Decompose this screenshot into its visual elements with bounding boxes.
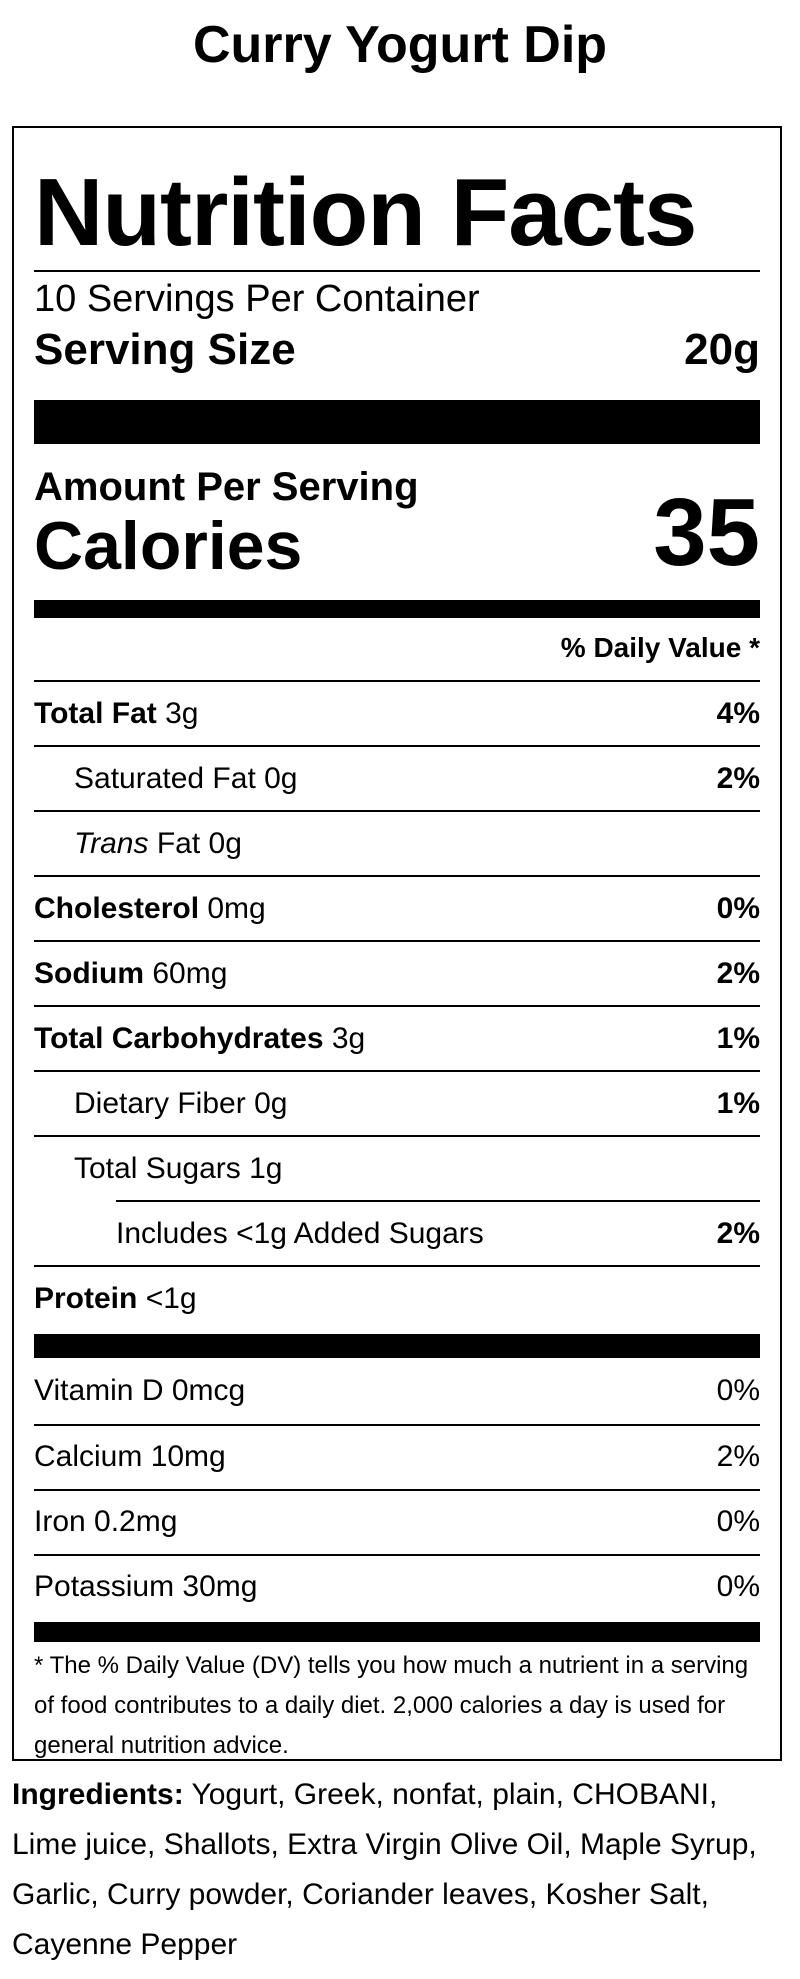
- nutrient-amount: 0g: [208, 827, 242, 860]
- nutrient-dv: 2%: [716, 1217, 760, 1250]
- divider-thin: [34, 1265, 760, 1267]
- nutrient-name: Includes <1g Added Sugars: [116, 1217, 484, 1250]
- product-title: Curry Yogurt Dip: [192, 16, 608, 74]
- nutrient-name: Protein: [34, 1282, 138, 1315]
- divider-thin: [34, 745, 760, 747]
- nutrient-name: Sodium: [34, 957, 144, 990]
- divider-thick: [34, 1334, 760, 1358]
- nutrient-name: Cholesterol: [34, 892, 200, 925]
- divider-thin: [34, 810, 760, 812]
- vitamin-text: Calcium 10mg: [34, 1440, 226, 1473]
- nutrient-dv: 1%: [716, 1022, 760, 1055]
- vitamin-row-calcium: [34, 1426, 760, 1488]
- ingredients-label: Ingredients:: [12, 1778, 184, 1811]
- nutrient-row-saturated-fat: [34, 748, 760, 810]
- serving-size-label: Serving Size: [34, 325, 296, 374]
- divider-thin: [34, 1135, 760, 1137]
- nutrient-row-sodium: [34, 943, 760, 1005]
- nutrient-row-total-sugars: [34, 1138, 760, 1200]
- nutrient-amount: 0mg: [207, 892, 266, 925]
- vitamin-dv: 0%: [716, 1505, 760, 1538]
- vitamin-text: Potassium 30mg: [34, 1570, 258, 1603]
- nutrient-row-total-fat: [34, 683, 760, 745]
- nutrient-name: Saturated Fat: [74, 762, 256, 795]
- divider-medium: [34, 600, 760, 618]
- nutrient-dv: 2%: [716, 957, 760, 990]
- servings-per-container: 10 Servings Per Container: [34, 278, 480, 320]
- nutrient-name: Dietary Fiber: [74, 1087, 246, 1120]
- calories-value: 35: [653, 479, 760, 586]
- ingredients: [12, 1770, 788, 1970]
- nutrient-name: Total Carbohydrates: [34, 1022, 324, 1055]
- nutrient-amount: <1g: [145, 1282, 197, 1315]
- divider-thin: [34, 680, 760, 682]
- nutrient-amount: 0g: [264, 762, 298, 795]
- nutrient-name: Total Sugars: [74, 1152, 241, 1185]
- amount-per-serving: Amount Per Serving: [34, 465, 419, 509]
- nutrient-row-cholesterol: [34, 878, 760, 940]
- vitamin-dv: 0%: [716, 1374, 760, 1407]
- divider-thin: [34, 940, 760, 942]
- nutrient-amount: 3g: [331, 1022, 366, 1055]
- nutrient-name: Trans: [74, 827, 149, 860]
- divider-thin: [34, 1070, 760, 1072]
- nutrient-row-total-carbohydrates: [34, 1008, 760, 1070]
- divider-thick: [34, 1622, 760, 1642]
- divider-thin: [34, 1005, 760, 1007]
- vitamin-row-vitamin-d: [34, 1360, 760, 1422]
- vitamin-text: Iron 0.2mg: [34, 1505, 178, 1538]
- vitamin-row-potassium: [34, 1556, 760, 1618]
- vitamin-dv: 2%: [716, 1440, 760, 1473]
- divider-thick: [34, 400, 760, 444]
- divider-thin: [34, 270, 760, 272]
- nutrient-amount: 1g: [249, 1152, 283, 1185]
- nutrition-facts-label: [12, 126, 782, 1761]
- ingredients-text: Yogurt, Greek, nonfat, plain, CHOBANI, Lime juice, Shallots, Extra Virgin Olive Oil, Maple Syrup, Garlic, Curry powder, Coriander leaves, Kosher Salt, Cayenne Pepper: [12, 1778, 757, 1961]
- divider-thin: [34, 875, 760, 877]
- nutrient-amount: 60mg: [152, 957, 228, 990]
- divider-thin-indented: [116, 1200, 760, 1202]
- vitamin-dv: 0%: [716, 1570, 760, 1603]
- nutrient-dv: 2%: [716, 762, 760, 795]
- nutrient-name: Total Fat: [34, 697, 157, 730]
- nutrient-row-added-sugars: [34, 1203, 760, 1265]
- nutrient-row-trans-fat: [34, 813, 760, 875]
- nutrient-dv: 0%: [716, 892, 760, 925]
- calories-label: Calories: [34, 508, 303, 584]
- nutrient-amount: 3g: [165, 697, 199, 730]
- nutrient-row-protein: [34, 1268, 760, 1330]
- nutrient-dv: 1%: [716, 1087, 760, 1120]
- nutrient-row-dietary-fiber: [34, 1073, 760, 1135]
- vitamin-text: Vitamin D 0mcg: [34, 1374, 246, 1407]
- serving-size-value: 20g: [684, 325, 760, 374]
- serving-size-row: [34, 324, 760, 376]
- nutrient-name-rest: Fat: [156, 827, 201, 860]
- vitamin-row-iron: [34, 1491, 760, 1553]
- nutrition-facts-heading: Nutrition Facts: [34, 159, 697, 266]
- nutrient-amount: 0g: [254, 1087, 288, 1120]
- daily-value-footnote: * The % Daily Value (DV) tells you how much a nutrient in a serving of food contributes to a daily diet. 2,000 calories a day is used for general nutrition advice.: [34, 1652, 749, 1759]
- daily-value-header: % Daily Value *: [560, 632, 760, 663]
- nutrient-dv: 4%: [716, 697, 760, 730]
